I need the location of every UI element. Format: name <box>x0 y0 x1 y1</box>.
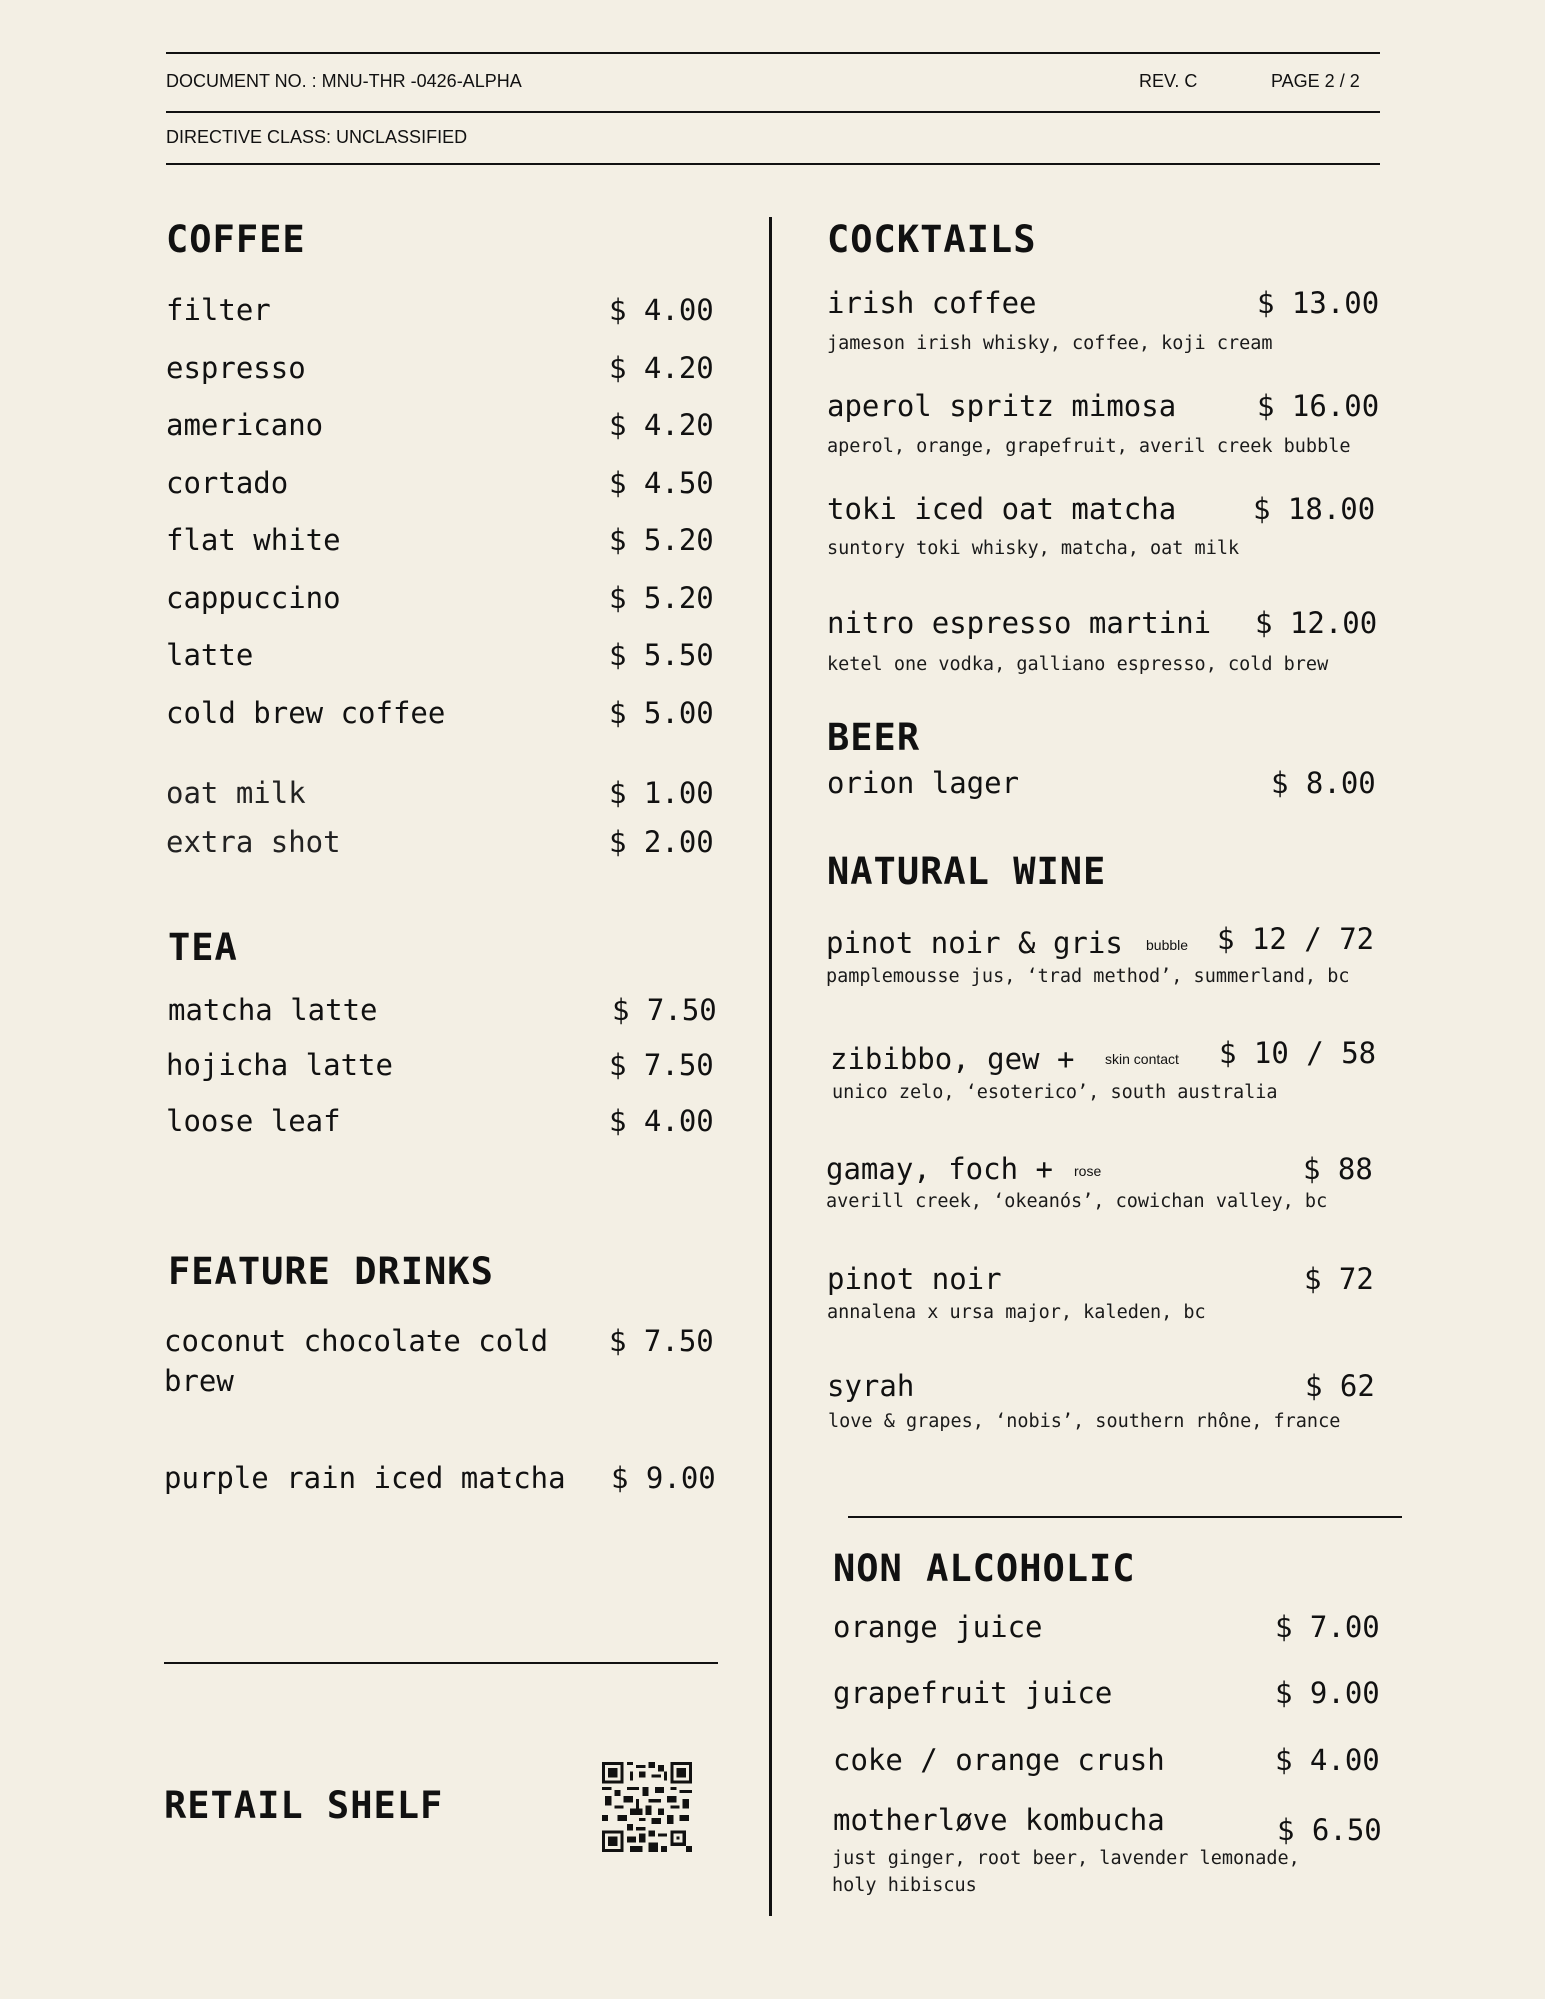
menu-item-price: $ 4.00 <box>609 1104 714 1138</box>
header-mid-rule <box>166 111 1380 113</box>
menu-item-description: averill creek, ‘okeanós’, cowichan valley, bc <box>826 1191 1328 1212</box>
wine-style-tag: skin contact <box>1105 1051 1179 1067</box>
menu-item-name: matcha latte <box>168 993 378 1027</box>
menu-item-name: cortado <box>166 466 289 500</box>
menu-item-description: annalena x ursa major, kaleden, bc <box>827 1302 1206 1323</box>
menu-item-name: grapefruit juice <box>833 1676 1113 1710</box>
menu-item-price: $ 4.50 <box>609 466 714 500</box>
menu-item-price: $ 10 / 58 <box>1219 1036 1377 1070</box>
menu-item-description: jameson irish whisky, coffee, koji cream <box>827 333 1273 354</box>
wine-style-tag: rose <box>1074 1163 1102 1179</box>
menu-item-name: motherløve kombucha <box>833 1803 1165 1837</box>
wine-style-tag: bubble <box>1146 937 1189 953</box>
menu-item-price: $ 5.20 <box>609 581 714 615</box>
menu-item-price: $ 72 <box>1304 1262 1374 1296</box>
natural-wine-heading: NATURAL WINE <box>827 850 1107 893</box>
page-number: PAGE 2 / 2 <box>1271 71 1360 91</box>
menu-item-price: $ 7.50 <box>609 1048 714 1082</box>
menu-item-price: $ 9.00 <box>1275 1676 1380 1710</box>
menu-item-price: $ 5.50 <box>609 638 714 672</box>
menu-item-description: aperol, orange, grapefruit, averil creek bubble <box>827 436 1351 457</box>
menu-item-price: $ 18.00 <box>1253 492 1376 526</box>
menu-item-name: flat white <box>166 523 341 557</box>
header-top-rule <box>166 52 1380 54</box>
menu-item-name: coconut chocolate cold <box>164 1324 549 1358</box>
extra-item-price: $ 2.00 <box>609 825 714 859</box>
menu-item-name: aperol spritz mimosa <box>827 389 1177 423</box>
menu-item-name: pinot noir & gris <box>826 926 1123 960</box>
extra-item-name: extra shot <box>166 825 341 859</box>
menu-item-name: espresso <box>166 351 306 385</box>
menu-item-description: pamplemousse jus, ‘trad method’, summerland, bc <box>826 966 1350 987</box>
coffee-heading: COFFEE <box>166 218 306 261</box>
directive-class: DIRECTIVE CLASS: UNCLASSIFIED <box>166 127 468 147</box>
document-number: DOCUMENT NO. : MNU-THR -0426-ALPHA <box>166 71 522 91</box>
menu-item-name: gamay, foch + <box>826 1152 1053 1186</box>
menu-item-price: $ 12 / 72 <box>1217 922 1375 956</box>
menu-item-description: suntory toki whisky, matcha, oat milk <box>827 538 1240 559</box>
beer-heading: BEER <box>827 716 921 759</box>
menu-item-price: $ 7.50 <box>609 1324 714 1358</box>
menu-item-name: orion lager <box>827 766 1020 800</box>
menu-item-name: syrah <box>827 1369 915 1403</box>
header-bottom-rule <box>166 163 1380 165</box>
menu-item-name: loose leaf <box>166 1104 341 1138</box>
menu-item-price: $ 88 <box>1303 1152 1373 1186</box>
menu-item-name: cappuccino <box>166 581 341 615</box>
menu-item-description: unico zelo, ‘esoterico’, south australia <box>832 1082 1278 1103</box>
menu-item-name: zibibbo, gew + <box>830 1042 1075 1076</box>
feature-drinks-heading: FEATURE DRINKS <box>168 1250 494 1293</box>
non-alcoholic-divider <box>848 1516 1402 1518</box>
menu-item-price: $ 8.00 <box>1271 766 1376 800</box>
extra-item-price: $ 1.00 <box>609 776 714 810</box>
tea-heading: TEA <box>168 926 238 969</box>
menu-item-name: americano <box>166 408 324 442</box>
revision: REV. C <box>1139 71 1198 91</box>
menu-item-price: $ 7.50 <box>612 993 717 1027</box>
menu-item-name: latte <box>166 638 254 672</box>
menu-item-price: $ 4.00 <box>609 293 714 327</box>
retail-shelf-heading: RETAIL SHELF <box>164 1784 444 1827</box>
menu-item-price: $ 4.20 <box>609 408 714 442</box>
menu-item-price: $ 12.00 <box>1255 606 1378 640</box>
column-divider <box>769 217 772 1916</box>
retail-divider <box>164 1662 718 1664</box>
menu-item-description: love & grapes, ‘nobis’, southern rhône, france <box>828 1411 1341 1432</box>
qr-code-icon[interactable] <box>602 1762 692 1852</box>
menu-item-name: pinot noir <box>827 1262 1002 1296</box>
menu-item-price: $ 16.00 <box>1257 389 1380 423</box>
cocktails-heading: COCKTAILS <box>827 218 1037 261</box>
menu-item-price: $ 62 <box>1305 1369 1375 1403</box>
menu-item-name: hojicha latte <box>166 1048 393 1082</box>
menu-item-price: $ 9.00 <box>611 1461 716 1495</box>
menu-item-price: $ 4.20 <box>609 351 714 385</box>
menu-item-name: purple rain iced matcha <box>164 1461 566 1495</box>
menu-item-price: $ 13.00 <box>1257 286 1380 320</box>
menu-item-name: nitro espresso martini <box>827 606 1212 640</box>
menu-item-name: orange juice <box>833 1610 1043 1644</box>
menu-item-description-cont: holy hibiscus <box>832 1875 977 1896</box>
non-alcoholic-heading: NON ALCOHOLIC <box>833 1547 1136 1590</box>
menu-item-name: toki iced oat matcha <box>827 492 1177 526</box>
menu-item-price: $ 5.20 <box>609 523 714 557</box>
menu-item-description: just ginger, root beer, lavender lemonade, <box>832 1848 1300 1869</box>
extra-item-name: oat milk <box>166 776 306 810</box>
menu-item-name: irish coffee <box>827 286 1037 320</box>
menu-item-price: $ 5.00 <box>609 696 714 730</box>
menu-item-name-cont: brew <box>164 1364 234 1398</box>
menu-item-name: coke / orange crush <box>833 1743 1165 1777</box>
menu-item-description: ketel one vodka, galliano espresso, cold brew <box>827 654 1329 675</box>
menu-item-name: cold brew coffee <box>166 696 446 730</box>
menu-item-price: $ 7.00 <box>1275 1610 1380 1644</box>
menu-item-name: filter <box>166 293 271 327</box>
menu-item-price: $ 4.00 <box>1275 1743 1380 1777</box>
menu-item-price: $ 6.50 <box>1277 1813 1382 1847</box>
